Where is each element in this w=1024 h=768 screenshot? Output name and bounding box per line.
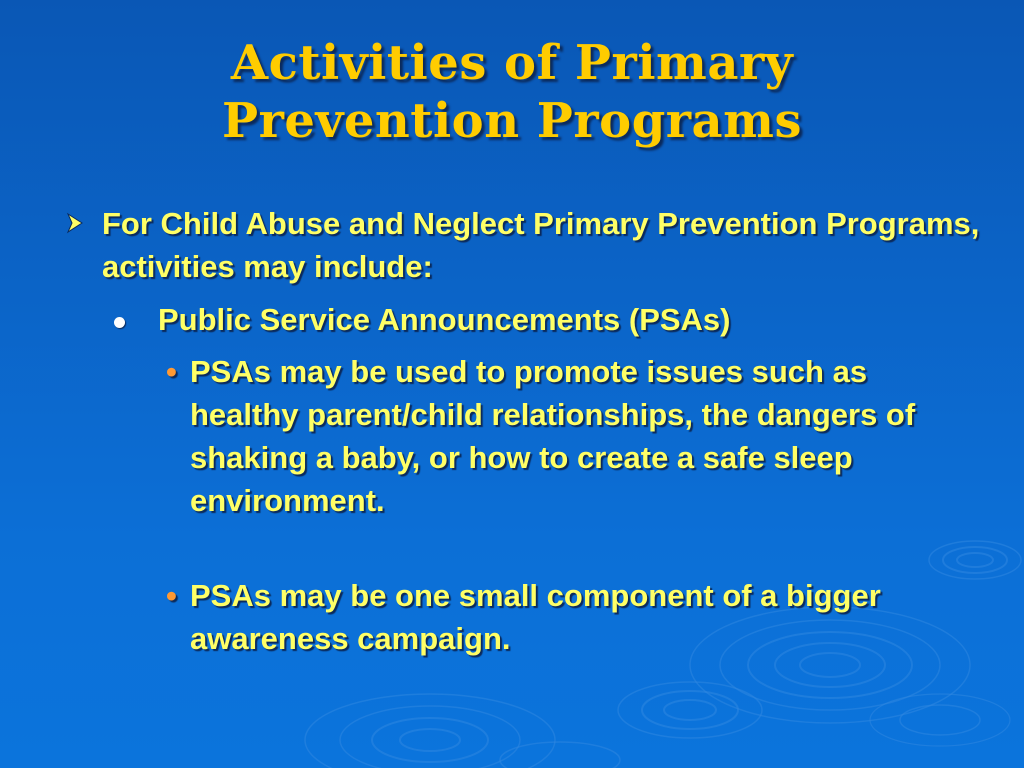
- arrow-right-icon: [64, 212, 86, 234]
- bullet-level-1-text: For Child Abuse and Neglect Primary Prevention Programs, activities may include:: [102, 206, 980, 284]
- bullet-level-3-marker: •: [166, 354, 177, 389]
- title-line-1: Activities of Primary: [230, 35, 794, 91]
- bullet-level-3-marker: •: [166, 578, 177, 613]
- bullet-level-2-text: Public Service Announcements (PSAs): [158, 302, 731, 337]
- bullet-level-3-text: PSAs may be one small component of a bigger awareness campaign.: [190, 578, 881, 656]
- title-line-2: Prevention Programs: [222, 93, 802, 149]
- dot-icon: [114, 317, 125, 328]
- bullet-level-3-text: PSAs may be used to promote issues such as healthy parent/child relationships, the dangers of shaking a baby, or how to create a safe sleep environment.: [190, 354, 916, 518]
